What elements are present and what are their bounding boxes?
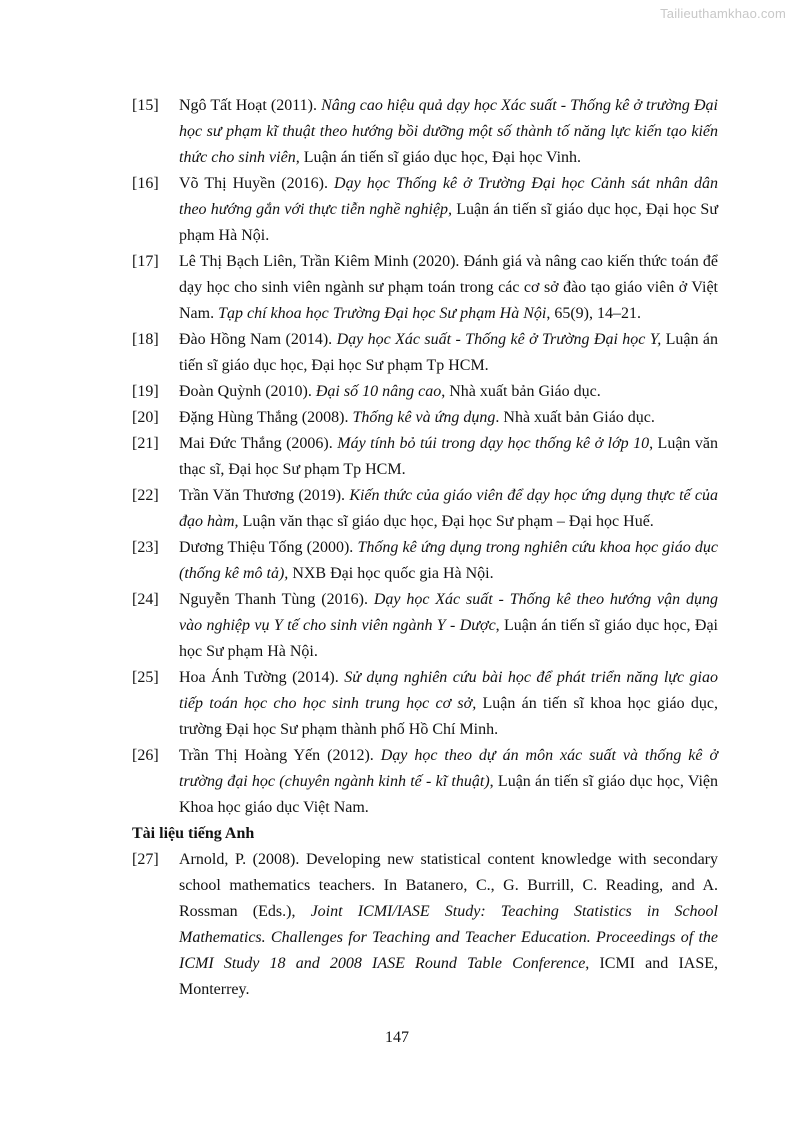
reference-text (179, 327, 718, 379)
reference-text (179, 431, 718, 483)
reference-text (179, 535, 718, 587)
reference-title: Máy tính bỏ túi trong dạy học thống kê ở lớp 10 (337, 435, 650, 452)
reference-text (179, 483, 718, 535)
reference-source: Luận án tiến sĩ giáo dục học, Đại học Sư phạm Tp HCM. (179, 331, 719, 374)
reference-number: [22] (132, 487, 159, 504)
english-references (132, 847, 718, 1003)
reference-title: Kiến thức của giáo viên để dạy học ứng dụng thực tế của đạo hàm, (179, 487, 719, 530)
reference-number: [25] (132, 669, 159, 686)
reference-title: Nâng cao hiệu quả dạy học Xác suất - Thống kê ở trường Đại học sư phạm kĩ thuật theo hướng bồi dưỡng một số thành tố năng lực kiến tạo kiến thức cho sinh viên, (179, 97, 719, 166)
reference-title: Dạy học Xác suất - Thống kê ở Trường Đại học Y, (336, 331, 662, 348)
reference-item (132, 327, 718, 379)
reference-title: Tạp chí khoa học Trường Đại học Sư phạm Hà Nội (218, 305, 547, 322)
reference-authors: Trần Thị Hoàng Yến (2012). (179, 747, 381, 764)
reference-source: NXB Đại học quốc gia Hà Nội. (288, 565, 494, 582)
reference-number: [26] (132, 747, 159, 764)
reference-item (132, 483, 718, 535)
reference-source: , ICMI and IASE, Monterrey. (179, 955, 718, 998)
reference-source: Luận án tiến sĩ giáo dục học, Đại học Sư phạm Hà Nội. (179, 201, 719, 244)
reference-authors: Hoa Ánh Tường (2014). (179, 669, 345, 686)
reference-authors: Đặng Hùng Thắng (2008). (179, 409, 353, 426)
reference-source: , Luận án tiến sĩ giáo dục học, Viện Khoa học giáo dục Việt Nam. (179, 773, 718, 816)
reference-authors: Lê Thị Bạch Liên, Trần Kiêm Minh (2020). Đánh giá và nâng cao kiến thức toán để dạy học cho sinh viên ngành sư phạm toán trong các cơ sở đào tạo giáo viên ở Việt Nam. (179, 253, 718, 322)
reference-text (179, 405, 718, 431)
reference-source: Luận án tiến sĩ giáo dục học, Đại học Vinh. (299, 149, 582, 166)
reference-item (132, 535, 718, 587)
section-title: Tài liệu tiếng Anh (132, 825, 255, 842)
reference-number: [16] (132, 175, 159, 192)
reference-authors: Ngô Tất Hoạt (2011). (179, 97, 322, 114)
reference-title: Thống kê và ứng dụng (352, 409, 496, 426)
reference-number: [19] (132, 383, 159, 400)
reference-text (179, 171, 718, 249)
reference-authors: Dương Thiệu Tống (2000). (179, 539, 358, 556)
reference-text (179, 847, 718, 1003)
reference-title: Đại số 10 nâng cao (315, 383, 442, 400)
reference-source: . Nhà xuất bản Giáo dục. (495, 409, 655, 426)
reference-authors: Trần Văn Thương (2019). (179, 487, 350, 504)
reference-text (179, 379, 718, 405)
reference-authors: Đào Hồng Nam (2014). (179, 331, 337, 348)
reference-source: , Nhà xuất bản Giáo dục. (441, 383, 601, 400)
reference-number: [17] (132, 253, 159, 270)
reference-item (132, 665, 718, 743)
reference-item (132, 431, 718, 483)
reference-item (132, 587, 718, 665)
reference-text (179, 93, 718, 171)
reference-title: Dạy học Xác suất - Thống kê theo hướng vận dụng vào nghiệp vụ Y tế cho sinh viên ngành Y - Dược (179, 591, 718, 634)
reference-source: Luận văn thạc sĩ giáo dục học, Đại học Sư phạm – Đại học Huế. (238, 513, 654, 530)
watermark: Tailieuthamkhao.com (660, 6, 786, 21)
reference-title: Thống kê ứng dụng trong nghiên cứu khoa học giáo dục (thống kê mô tả), (179, 539, 719, 582)
reference-item (132, 93, 718, 171)
reference-source: Luận án tiến sĩ khoa học giáo dục, trường Đại học Sư phạm thành phố Hồ Chí Minh. (179, 695, 719, 738)
reference-item (132, 847, 718, 1003)
reference-item (132, 379, 718, 405)
reference-authors: Mai Đức Thắng (2006). (179, 435, 338, 452)
reference-item (132, 405, 718, 431)
reference-text (179, 587, 718, 665)
reference-source: , Luận án tiến sĩ giáo dục học, Đại học Sư phạm Hà Nội. (179, 617, 718, 660)
reference-text (179, 743, 718, 821)
reference-item (132, 171, 718, 249)
reference-number: [24] (132, 591, 159, 608)
reference-authors: Nguyễn Thanh Tùng (2016). (179, 591, 374, 608)
reference-list (132, 93, 718, 1003)
reference-number: [20] (132, 409, 159, 426)
reference-authors: Arnold, P. (2008). Developing new statistical content knowledge with secondary school mathematics teachers. In Batanero, C., G. Burrill, C. Reading, and A. Rossman (Eds.), (179, 851, 718, 920)
page-number: 147 (385, 1029, 409, 1046)
reference-authors: Võ Thị Huyền (2016). (179, 175, 335, 192)
reference-number: [23] (132, 539, 159, 556)
vietnamese-references (132, 93, 718, 821)
reference-item (132, 249, 718, 327)
reference-authors: Đoàn Quỳnh (2010). (179, 383, 316, 400)
reference-source: , Luận văn thạc sĩ, Đại học Sư phạm Tp HCM. (179, 435, 718, 478)
reference-title: Dạy học Thống kê ở Trường Đại học Cảnh sát nhân dân theo hướng gắn với thực tiễn nghề nghiệp, (179, 175, 719, 218)
reference-title: Sử dụng nghiên cứu bài học để phát triển năng lực giao tiếp toán học cho học sinh trung học cơ sở, (179, 669, 718, 712)
reference-number: [21] (132, 435, 159, 452)
reference-source: , 65(9), 14–21. (546, 305, 641, 322)
reference-item (132, 743, 718, 821)
reference-title: Dạy học theo dự án môn xác suất và thống kê ở trường đại học (chuyên ngành kinh tế - kĩ thuật) (179, 747, 719, 790)
reference-number: [18] (132, 331, 159, 348)
reference-number: [15] (132, 97, 159, 114)
reference-number: [27] (132, 851, 159, 868)
reference-text (179, 249, 718, 327)
reference-text (179, 665, 718, 743)
reference-title: Joint ICMI/IASE Study: Teaching Statistics in School Mathematics. Challenges for Teaching and Teacher Education. Proceedings of the ICMI Study 18 and 2008 IASE Round Table Conference (179, 903, 718, 972)
